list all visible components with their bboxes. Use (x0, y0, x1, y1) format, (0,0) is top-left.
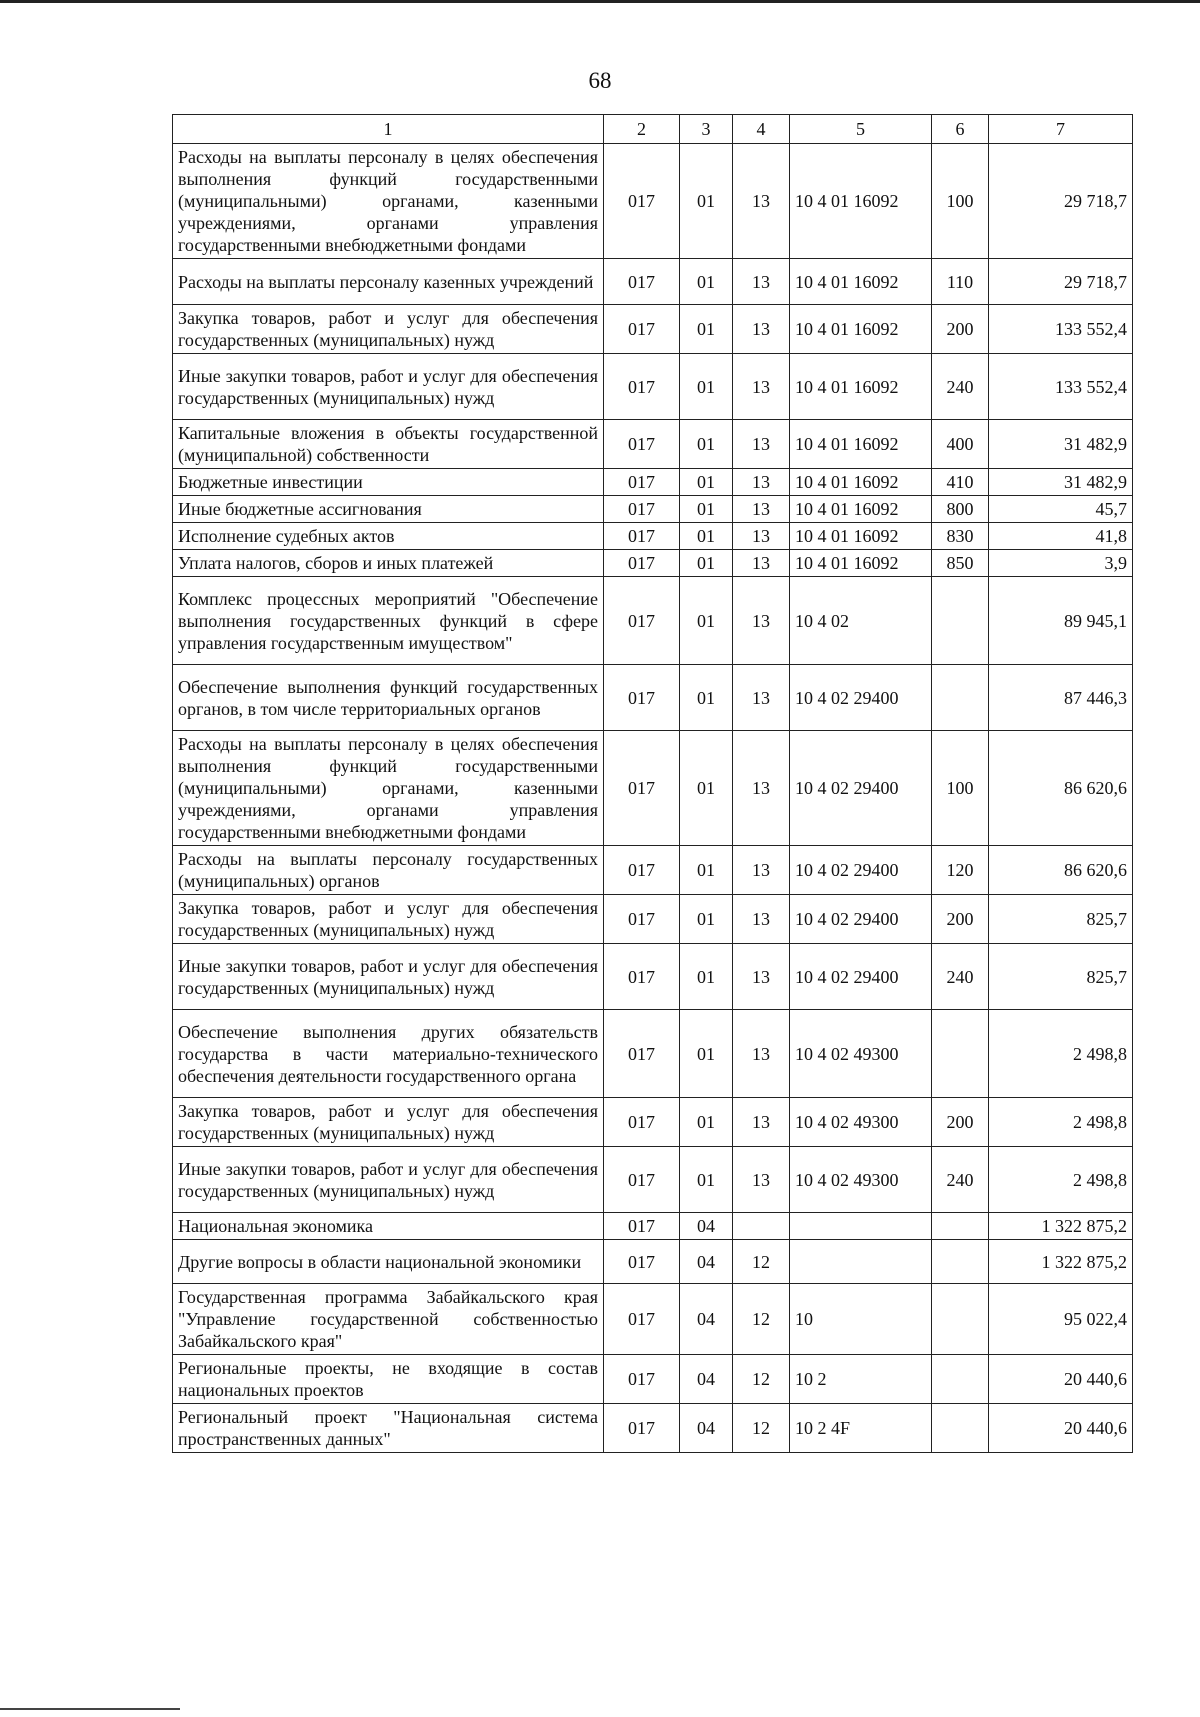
row-amount: 3,9 (989, 550, 1133, 577)
row-amount: 2 498,8 (989, 1147, 1133, 1213)
row-name: Капитальные вложения в объекты государственной (муниципальной) собственности (173, 420, 604, 469)
row-section: 01 (680, 550, 733, 577)
row-expense-type: 200 (932, 305, 989, 354)
row-admin-code: 017 (604, 1240, 680, 1284)
row-expense-type: 240 (932, 944, 989, 1010)
row-target-article: 10 4 01 16092 (790, 144, 932, 259)
row-expense-type (932, 1240, 989, 1284)
header-col-5: 5 (790, 115, 932, 144)
row-amount: 31 482,9 (989, 469, 1133, 496)
row-name: Расходы на выплаты персоналу государственных (муниципальных) органов (173, 846, 604, 895)
row-name: Иные закупки товаров, работ и услуг для обеспечения государственных (муниципальных) нужд (173, 944, 604, 1010)
row-target-article: 10 (790, 1284, 932, 1355)
header-col-1: 1 (173, 115, 604, 144)
row-name: Обеспечение выполнения функций государственных органов, в том числе территориальных органов (173, 665, 604, 731)
row-subsection: 13 (733, 354, 790, 420)
row-expense-type: 100 (932, 144, 989, 259)
row-target-article: 10 4 01 16092 (790, 305, 932, 354)
row-expense-type (932, 1010, 989, 1098)
row-target-article: 10 4 01 16092 (790, 259, 932, 305)
row-section: 01 (680, 577, 733, 665)
bottom-border-line (0, 1708, 180, 1710)
row-amount: 2 498,8 (989, 1010, 1133, 1098)
row-expense-type: 830 (932, 523, 989, 550)
row-name: Другие вопросы в области национальной экономики (173, 1240, 604, 1284)
row-target-article: 10 4 02 29400 (790, 846, 932, 895)
row-section: 04 (680, 1240, 733, 1284)
row-expense-type (932, 1284, 989, 1355)
row-admin-code: 017 (604, 1355, 680, 1404)
row-subsection: 13 (733, 144, 790, 259)
row-subsection: 13 (733, 846, 790, 895)
row-section: 01 (680, 665, 733, 731)
row-name: Бюджетные инвестиции (173, 469, 604, 496)
table-row (173, 1098, 1133, 1147)
table-header (173, 115, 1133, 144)
row-name: Закупка товаров, работ и услуг для обеспечения государственных (муниципальных) нужд (173, 1098, 604, 1147)
row-expense-type: 850 (932, 550, 989, 577)
table-row (173, 1010, 1133, 1098)
row-subsection: 13 (733, 305, 790, 354)
budget-table (172, 114, 1133, 1453)
row-admin-code: 017 (604, 144, 680, 259)
row-subsection: 13 (733, 731, 790, 846)
row-expense-type: 200 (932, 895, 989, 944)
row-expense-type: 240 (932, 1147, 989, 1213)
row-section: 01 (680, 354, 733, 420)
row-subsection: 13 (733, 1010, 790, 1098)
row-subsection: 12 (733, 1240, 790, 1284)
row-amount: 95 022,4 (989, 1284, 1133, 1355)
table-row (173, 259, 1133, 305)
row-target-article: 10 4 01 16092 (790, 523, 932, 550)
row-amount: 825,7 (989, 944, 1133, 1010)
header-col-7: 7 (989, 115, 1133, 144)
table-row (173, 496, 1133, 523)
row-section: 01 (680, 496, 733, 523)
row-target-article: 10 4 02 29400 (790, 895, 932, 944)
row-expense-type: 410 (932, 469, 989, 496)
row-admin-code: 017 (604, 1213, 680, 1240)
row-amount: 31 482,9 (989, 420, 1133, 469)
row-subsection: 12 (733, 1284, 790, 1355)
row-admin-code: 017 (604, 420, 680, 469)
row-amount: 45,7 (989, 496, 1133, 523)
row-expense-type: 400 (932, 420, 989, 469)
row-subsection: 13 (733, 895, 790, 944)
table-row (173, 577, 1133, 665)
row-admin-code: 017 (604, 1147, 680, 1213)
table-row (173, 895, 1133, 944)
row-admin-code: 017 (604, 665, 680, 731)
table-body (173, 144, 1133, 1453)
table-row (173, 731, 1133, 846)
row-expense-type: 110 (932, 259, 989, 305)
row-admin-code: 017 (604, 305, 680, 354)
row-name: Государственная программа Забайкальского края "Управление государственной собственностью Забайкальского края" (173, 1284, 604, 1355)
row-section: 01 (680, 731, 733, 846)
row-section: 01 (680, 469, 733, 496)
row-target-article: 10 4 02 49300 (790, 1010, 932, 1098)
page-number: 68 (588, 68, 612, 93)
row-expense-type: 120 (932, 846, 989, 895)
row-target-article: 10 4 01 16092 (790, 496, 932, 523)
row-amount: 1 322 875,2 (989, 1240, 1133, 1284)
row-name: Региональный проект "Национальная система пространственных данных" (173, 1404, 604, 1453)
table-row (173, 846, 1133, 895)
row-section: 04 (680, 1284, 733, 1355)
row-amount: 29 718,7 (989, 144, 1133, 259)
row-target-article: 10 4 02 29400 (790, 731, 932, 846)
row-subsection: 13 (733, 469, 790, 496)
row-section: 01 (680, 305, 733, 354)
row-subsection: 13 (733, 550, 790, 577)
table-row (173, 550, 1133, 577)
table-row (173, 144, 1133, 259)
header-col-2: 2 (604, 115, 680, 144)
row-name: Закупка товаров, работ и услуг для обеспечения государственных (муниципальных) нужд (173, 305, 604, 354)
table-row (173, 1240, 1133, 1284)
row-name: Иные закупки товаров, работ и услуг для обеспечения государственных (муниципальных) нужд (173, 1147, 604, 1213)
row-section: 01 (680, 1147, 733, 1213)
table-row (173, 305, 1133, 354)
table-row (173, 1355, 1133, 1404)
row-target-article: 10 4 02 49300 (790, 1147, 932, 1213)
row-section: 01 (680, 1098, 733, 1147)
header-row (173, 115, 1133, 144)
row-admin-code: 017 (604, 846, 680, 895)
table-row (173, 1147, 1133, 1213)
row-target-article: 10 2 (790, 1355, 932, 1404)
table-row (173, 665, 1133, 731)
row-name: Закупка товаров, работ и услуг для обеспечения государственных (муниципальных) нужд (173, 895, 604, 944)
row-amount: 86 620,6 (989, 731, 1133, 846)
row-amount: 29 718,7 (989, 259, 1133, 305)
row-name: Уплата налогов, сборов и иных платежей (173, 550, 604, 577)
row-section: 04 (680, 1213, 733, 1240)
row-expense-type (932, 665, 989, 731)
row-amount: 133 552,4 (989, 305, 1133, 354)
row-name: Исполнение судебных актов (173, 523, 604, 550)
row-name: Комплекс процессных мероприятий "Обеспечение выполнения государственных функций в сфере управления государственным имуществом" (173, 577, 604, 665)
row-admin-code: 017 (604, 354, 680, 420)
row-amount: 41,8 (989, 523, 1133, 550)
row-admin-code: 017 (604, 496, 680, 523)
row-amount: 825,7 (989, 895, 1133, 944)
top-border-line (0, 0, 1200, 3)
row-admin-code: 017 (604, 550, 680, 577)
row-target-article: 10 4 02 (790, 577, 932, 665)
row-target-article: 10 4 01 16092 (790, 550, 932, 577)
row-amount: 20 440,6 (989, 1404, 1133, 1453)
row-admin-code: 017 (604, 523, 680, 550)
row-section: 01 (680, 895, 733, 944)
row-target-article (790, 1240, 932, 1284)
row-subsection: 13 (733, 259, 790, 305)
row-expense-type: 100 (932, 731, 989, 846)
row-name: Иные закупки товаров, работ и услуг для обеспечения государственных (муниципальных) нужд (173, 354, 604, 420)
row-amount: 87 446,3 (989, 665, 1133, 731)
row-section: 01 (680, 523, 733, 550)
row-expense-type (932, 1404, 989, 1453)
header-col-4: 4 (733, 115, 790, 144)
row-admin-code: 017 (604, 259, 680, 305)
row-expense-type (932, 577, 989, 665)
row-section: 01 (680, 259, 733, 305)
row-target-article: 10 4 02 29400 (790, 665, 932, 731)
row-expense-type: 200 (932, 1098, 989, 1147)
table-row (173, 1404, 1133, 1453)
row-target-article (790, 1213, 932, 1240)
row-expense-type (932, 1355, 989, 1404)
row-name: Региональные проекты, не входящие в состав национальных проектов (173, 1355, 604, 1404)
row-target-article: 10 2 4F (790, 1404, 932, 1453)
row-expense-type: 800 (932, 496, 989, 523)
row-amount: 20 440,6 (989, 1355, 1133, 1404)
row-amount: 2 498,8 (989, 1098, 1133, 1147)
row-section: 01 (680, 1010, 733, 1098)
row-subsection: 13 (733, 1098, 790, 1147)
row-admin-code: 017 (604, 1010, 680, 1098)
row-amount: 89 945,1 (989, 577, 1133, 665)
row-admin-code: 017 (604, 577, 680, 665)
row-section: 04 (680, 1404, 733, 1453)
row-amount: 133 552,4 (989, 354, 1133, 420)
table-row (173, 1284, 1133, 1355)
row-section: 01 (680, 846, 733, 895)
row-name: Расходы на выплаты персоналу казенных учреждений (173, 259, 604, 305)
row-name: Национальная экономика (173, 1213, 604, 1240)
row-admin-code: 017 (604, 731, 680, 846)
row-name: Обеспечение выполнения других обязательств государства в части материально-технического обеспечения деятельности государственного органа (173, 1010, 604, 1098)
row-subsection: 13 (733, 420, 790, 469)
table-row (173, 469, 1133, 496)
row-admin-code: 017 (604, 944, 680, 1010)
table-row (173, 1213, 1133, 1240)
row-target-article: 10 4 01 16092 (790, 469, 932, 496)
row-expense-type (932, 1213, 989, 1240)
header-col-3: 3 (680, 115, 733, 144)
row-subsection: 13 (733, 665, 790, 731)
table-row (173, 420, 1133, 469)
row-admin-code: 017 (604, 895, 680, 944)
row-section: 04 (680, 1355, 733, 1404)
row-expense-type: 240 (932, 354, 989, 420)
row-admin-code: 017 (604, 1284, 680, 1355)
row-subsection: 12 (733, 1355, 790, 1404)
table-row (173, 354, 1133, 420)
table-row (173, 523, 1133, 550)
table-row (173, 944, 1133, 1010)
row-section: 01 (680, 420, 733, 469)
row-target-article: 10 4 01 16092 (790, 420, 932, 469)
row-subsection: 13 (733, 1147, 790, 1213)
header-col-6: 6 (932, 115, 989, 144)
row-target-article: 10 4 02 49300 (790, 1098, 932, 1147)
row-section: 01 (680, 144, 733, 259)
row-subsection: 13 (733, 523, 790, 550)
row-amount: 86 620,6 (989, 846, 1133, 895)
row-name: Иные бюджетные ассигнования (173, 496, 604, 523)
row-name: Расходы на выплаты персоналу в целях обеспечения выполнения функций государственными (муниципальными) органами, казенными учреждениями, органами управления государственными внебюджетными фондами (173, 731, 604, 846)
row-subsection: 12 (733, 1404, 790, 1453)
row-admin-code: 017 (604, 1098, 680, 1147)
row-admin-code: 017 (604, 1404, 680, 1453)
row-subsection: 13 (733, 496, 790, 523)
row-name: Расходы на выплаты персоналу в целях обеспечения выполнения функций государственными (муниципальными) органами, казенными учреждениями, органами управления государственными внебюджетными фондами (173, 144, 604, 259)
row-section: 01 (680, 944, 733, 1010)
row-subsection (733, 1213, 790, 1240)
row-subsection: 13 (733, 577, 790, 665)
row-admin-code: 017 (604, 469, 680, 496)
row-subsection: 13 (733, 944, 790, 1010)
row-target-article: 10 4 01 16092 (790, 354, 932, 420)
row-amount: 1 322 875,2 (989, 1213, 1133, 1240)
row-target-article: 10 4 02 29400 (790, 944, 932, 1010)
